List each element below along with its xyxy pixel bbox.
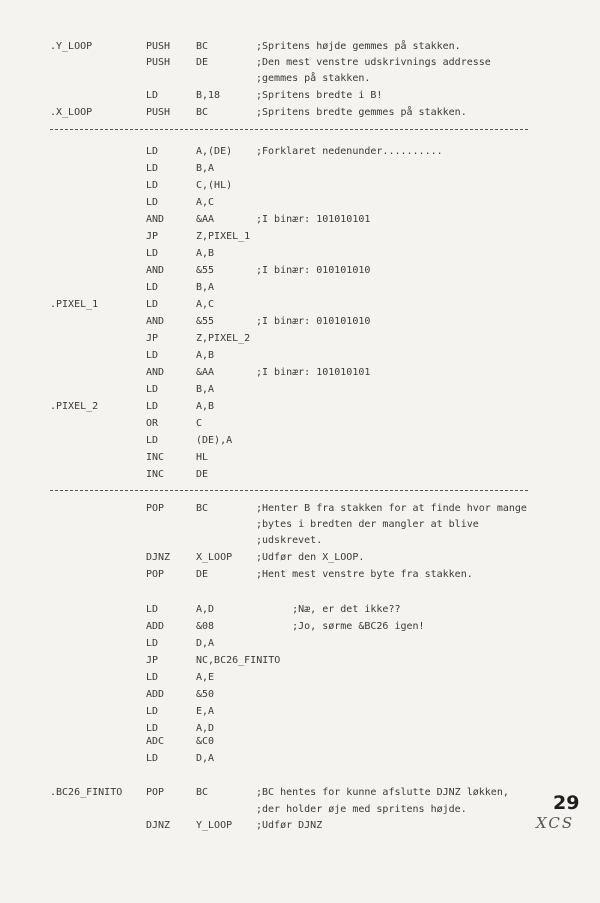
code-opcode: ADD [146,621,165,632]
code-operand: &AA [196,214,215,225]
code-operand: B,18 [196,90,221,101]
code-opcode: AND [146,265,165,276]
page-number: 29 [553,792,580,814]
code-operand: BC [196,107,209,118]
code-opcode: LD [146,706,159,717]
code-operand: Z,PIXEL_1 [196,231,251,242]
code-opcode: LD [146,299,159,310]
code-operand: &55 [196,265,215,276]
code-operand: D,A [196,638,215,649]
code-line [0,106,600,120]
code-comment: ;Spritens højde gemmes på stakken. [256,41,461,52]
code-line [0,803,600,817]
code-line [0,366,600,380]
code-operand: BC [196,787,209,798]
code-operand: &08 [196,621,215,632]
code-comment: ;Udfør DJNZ [256,820,323,831]
code-comment: ;Henter B fra stakken for at finde hvor mange [256,503,527,514]
code-opcode: JP [146,655,159,666]
code-comment: ;Den mest venstre udskrivnings addresse [256,57,491,68]
code-opcode: ADD [146,689,165,700]
code-line [0,40,600,54]
code-line [0,722,600,736]
code-line [0,315,600,329]
code-opcode: INC [146,469,165,480]
code-opcode: PUSH [146,107,171,118]
code-opcode: AND [146,316,165,327]
code-label: .Y_LOOP [50,41,93,52]
code-operand: DE [196,569,209,580]
code-comment: ;I binær: 101010101 [256,214,371,225]
code-operand: BC [196,503,209,514]
code-line [0,196,600,210]
code-operand: B,A [196,384,215,395]
code-opcode: JP [146,231,159,242]
code-comment: ;gemmes på stakken. [256,73,371,84]
code-line [0,264,600,278]
code-operand: A,C [196,299,215,310]
code-line [0,603,600,617]
code-operand: A,D [196,723,215,734]
code-line [0,551,600,565]
code-opcode: DJNZ [146,552,171,563]
code-opcode: LD [146,401,159,412]
code-operand: A,D [196,604,215,615]
code-opcode: ADC [146,736,165,747]
code-line [0,179,600,193]
code-opcode: LD [146,672,159,683]
code-opcode: LD [146,384,159,395]
code-line [0,281,600,295]
code-comment: ;I binær: 010101010 [256,316,371,327]
code-line [0,247,600,261]
code-opcode: AND [146,214,165,225]
code-comment: ;udskrevet. [256,535,323,546]
code-comment: ;bytes i bredten der mangler at blive [256,519,479,530]
code-line [0,298,600,312]
code-opcode: LD [146,350,159,361]
code-line [0,451,600,465]
code-operand: C,(HL) [196,180,233,191]
code-opcode: LD [146,248,159,259]
code-comment: ;Spritens bredte gemmes på stakken. [256,107,467,118]
code-line [0,162,600,176]
code-line [0,705,600,719]
code-operand: &50 [196,689,215,700]
code-operand: A,B [196,248,215,259]
code-line [0,568,600,582]
code-line [0,89,600,103]
code-comment: ;der holder øje med spritens højde. [256,804,467,815]
code-operand: Y_LOOP [196,820,233,831]
code-line [0,349,600,363]
code-operand: A,B [196,401,215,412]
code-opcode: LD [146,282,159,293]
code-line [0,654,600,668]
code-operand: A,E [196,672,215,683]
code-opcode: LD [146,197,159,208]
code-comment: ;BC hentes for kunne afslutte DJNZ løkken, [256,787,509,798]
code-operand: A,B [196,350,215,361]
code-opcode: PUSH [146,57,171,68]
code-operand: HL [196,452,209,463]
code-operand: C [196,418,203,429]
code-opcode: JP [146,333,159,344]
code-line [0,145,600,159]
code-operand: &55 [196,316,215,327]
code-opcode: INC [146,452,165,463]
code-comment: ;Forklaret nedenunder.......... [256,146,443,157]
code-line [0,671,600,685]
code-operand: A,(DE) [196,146,233,157]
code-operand: BC [196,41,209,52]
code-line [0,620,600,634]
code-opcode: LD [146,163,159,174]
code-label: .X_LOOP [50,107,93,118]
code-opcode: PUSH [146,41,171,52]
code-operand: NC,BC26_FINITO [196,655,281,666]
code-comment: ;I binær: 010101010 [256,265,371,276]
code-label: .PIXEL_2 [50,401,99,412]
code-operand: DE [196,469,209,480]
code-opcode: LD [146,435,159,446]
code-operand: E,A [196,706,215,717]
code-comment: ;Udfør den X_LOOP. [256,552,365,563]
code-operand: &C0 [196,736,215,747]
code-line [0,434,600,448]
code-line [0,332,600,346]
code-operand: DE [196,57,209,68]
code-line [0,502,600,516]
code-operand: B,A [196,163,215,174]
code-comment: ;Spritens bredte i B! [256,90,383,101]
code-opcode: POP [146,503,165,514]
code-comment: ;I binær: 101010101 [256,367,371,378]
code-operand: (DE),A [196,435,233,446]
code-opcode: LD [146,180,159,191]
code-line [0,383,600,397]
code-opcode: LD [146,90,159,101]
code-line [0,518,600,532]
code-line [0,213,600,227]
code-opcode: DJNZ [146,820,171,831]
code-line [0,56,600,70]
code-line [0,400,600,414]
code-operand: B,A [196,282,215,293]
handwritten-mark: XCS [536,814,575,832]
code-comment: ;Jo, sørme &BC26 igen! [256,621,425,632]
code-line [0,534,600,548]
code-comment: ;Næ, er det ikke?? [256,604,401,615]
code-line [0,819,600,833]
code-line [0,752,600,766]
code-line [0,637,600,651]
code-opcode: LD [146,753,159,764]
code-operand: A,C [196,197,215,208]
code-label: .PIXEL_1 [50,299,99,310]
code-opcode: LD [146,723,159,734]
dashed-separator [50,129,528,130]
code-label: .BC26_FINITO [50,787,123,798]
code-opcode: POP [146,787,165,798]
code-opcode: LD [146,604,159,615]
code-line [0,735,600,749]
code-opcode: LD [146,146,159,157]
code-line [0,688,600,702]
code-line [0,72,600,86]
code-opcode: AND [146,367,165,378]
code-line [0,786,600,800]
code-comment: ;Hent mest venstre byte fra stakken. [256,569,473,580]
code-operand: X_LOOP [196,552,233,563]
code-opcode: OR [146,418,159,429]
code-operand: Z,PIXEL_2 [196,333,251,344]
code-operand: &AA [196,367,215,378]
code-line [0,417,600,431]
code-opcode: LD [146,638,159,649]
dashed-separator [50,490,528,491]
code-opcode: POP [146,569,165,580]
code-operand: D,A [196,753,215,764]
code-line [0,468,600,482]
code-line [0,230,600,244]
